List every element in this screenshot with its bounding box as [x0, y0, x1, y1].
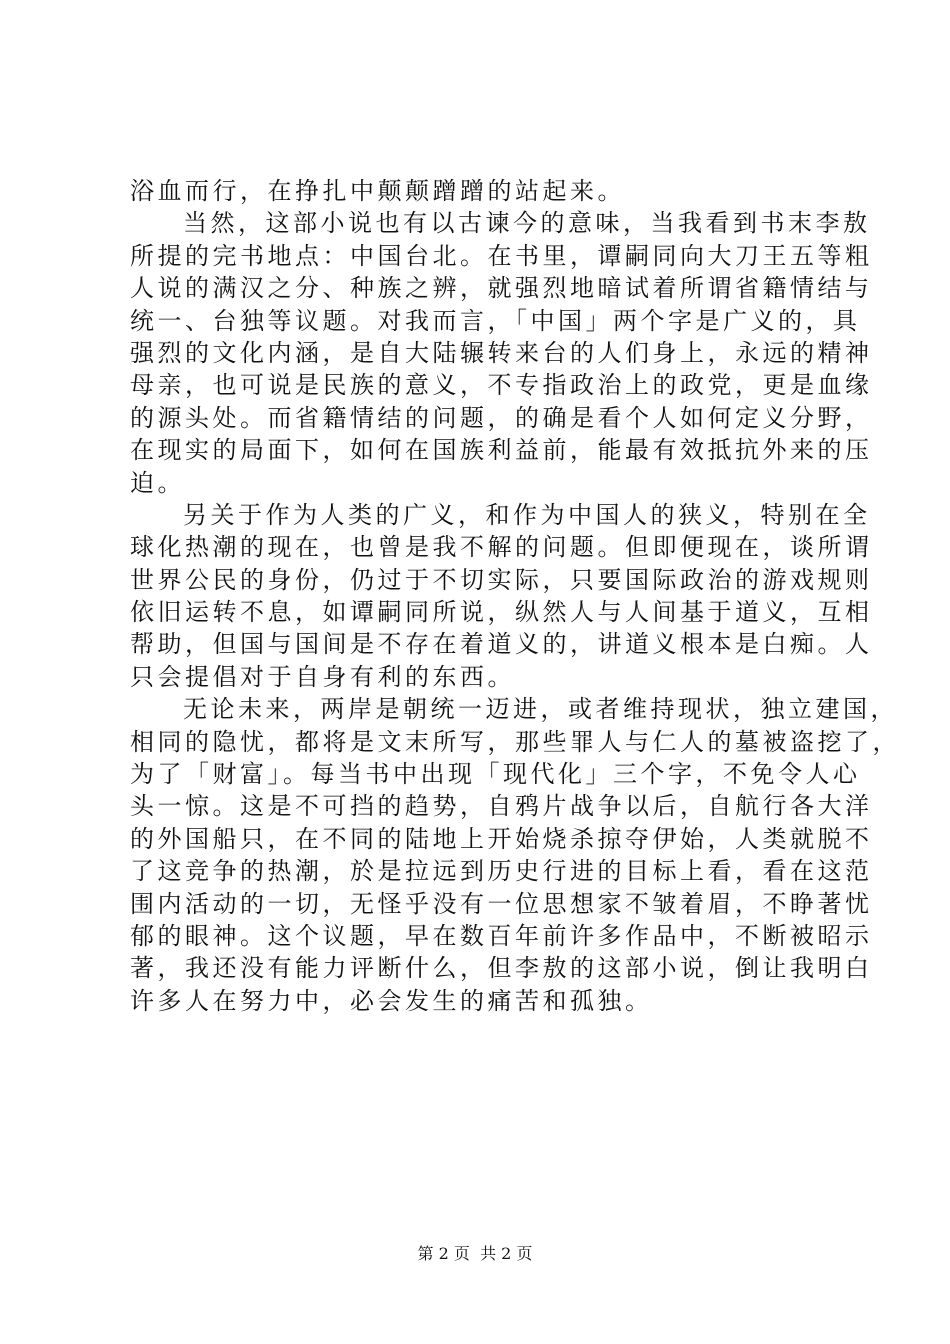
- text-line: 著，我还没有能力评断什么，但李敖的这部小说，倒让我明白: [130, 954, 873, 983]
- text-line: 当然，这部小说也有以古谏今的意味，当我看到书末李敖: [183, 209, 871, 238]
- text-line: 无论未来，两岸是朝统一迈进，或者维持现状，独立建国，: [183, 695, 898, 724]
- text-line: 母亲，也可说是民族的意义，不专指政治上的政党，更是血缘: [130, 371, 873, 400]
- text-line: 围内活动的一切，无怪乎没有一位思想家不皱着眉，不睁著忧: [130, 889, 873, 918]
- text-line: 头一惊。这是不可挡的趋势，自鸦片战争以后，自航行各大洋: [130, 792, 873, 821]
- text-line: 相同的隐忧，都将是文末所写，那些罪人与仁人的墓被盗挖了，: [130, 727, 900, 756]
- text-line: 世界公民的身份，仍过于不切实际，只要国际政治的游戏规则: [130, 565, 873, 594]
- text-line: 迫。: [130, 468, 185, 497]
- text-line: 球化热潮的现在，也曾是我不解的问题。但即便现在，谈所谓: [130, 533, 873, 562]
- text-line: 许多人在努力中，必会发生的痛苦和孤独。: [130, 986, 653, 1015]
- body-text: [130, 175, 900, 1017]
- text-line: 了这竞争的热潮，於是拉远到历史行进的目标上看，看在这范: [130, 857, 873, 886]
- text-line: 强烈的文化内涵，是自大陆辗转来台的人们身上，永远的精神: [130, 338, 873, 367]
- text-line: 在现实的局面下，如何在国族利益前，能最有效抵抗外来的压: [130, 436, 873, 465]
- text-line: 浴血而行，在挣扎中颠颠蹭蹭的站起来。: [130, 177, 625, 205]
- text-line: 为了「财富」。每当书中出现「现代化」三个字，不免令人心: [130, 760, 861, 789]
- text-line: 另关于作为人类的广义，和作为中国人的狭义，特别在全: [183, 500, 871, 529]
- text-line: 所提的完书地点：中国台北。在书里，谭嗣同向大刀王五等粗: [130, 241, 873, 270]
- page-footer: 第 2 页 共 2 页: [417, 1244, 533, 1263]
- text-line: 统一、台独等议题。对我而言，「中国」两个字是广义的，具: [130, 306, 861, 335]
- text-line: 依旧运转不息，如谭嗣同所说，纵然人与人间基于道义，互相: [130, 598, 873, 627]
- text-line: 只会提倡对于自身有利的东西。: [130, 662, 515, 691]
- text-line: 的源头处。而省籍情结的问题，的确是看个人如何定义分野，: [130, 403, 873, 432]
- text-line: 的外国船只，在不同的陆地上开始烧杀掠夺伊始，人类就脱不: [130, 824, 873, 853]
- text-line: 人说的满汉之分、种族之辨，就强烈地暗试着所谓省籍情结与: [130, 274, 873, 303]
- text-line: 郁的眼神。这个议题，早在数百年前许多作品中，不断被昭示: [130, 921, 873, 950]
- text-line: 帮助，但国与国间是不存在着道义的，讲道义根本是白痴。人: [130, 630, 873, 659]
